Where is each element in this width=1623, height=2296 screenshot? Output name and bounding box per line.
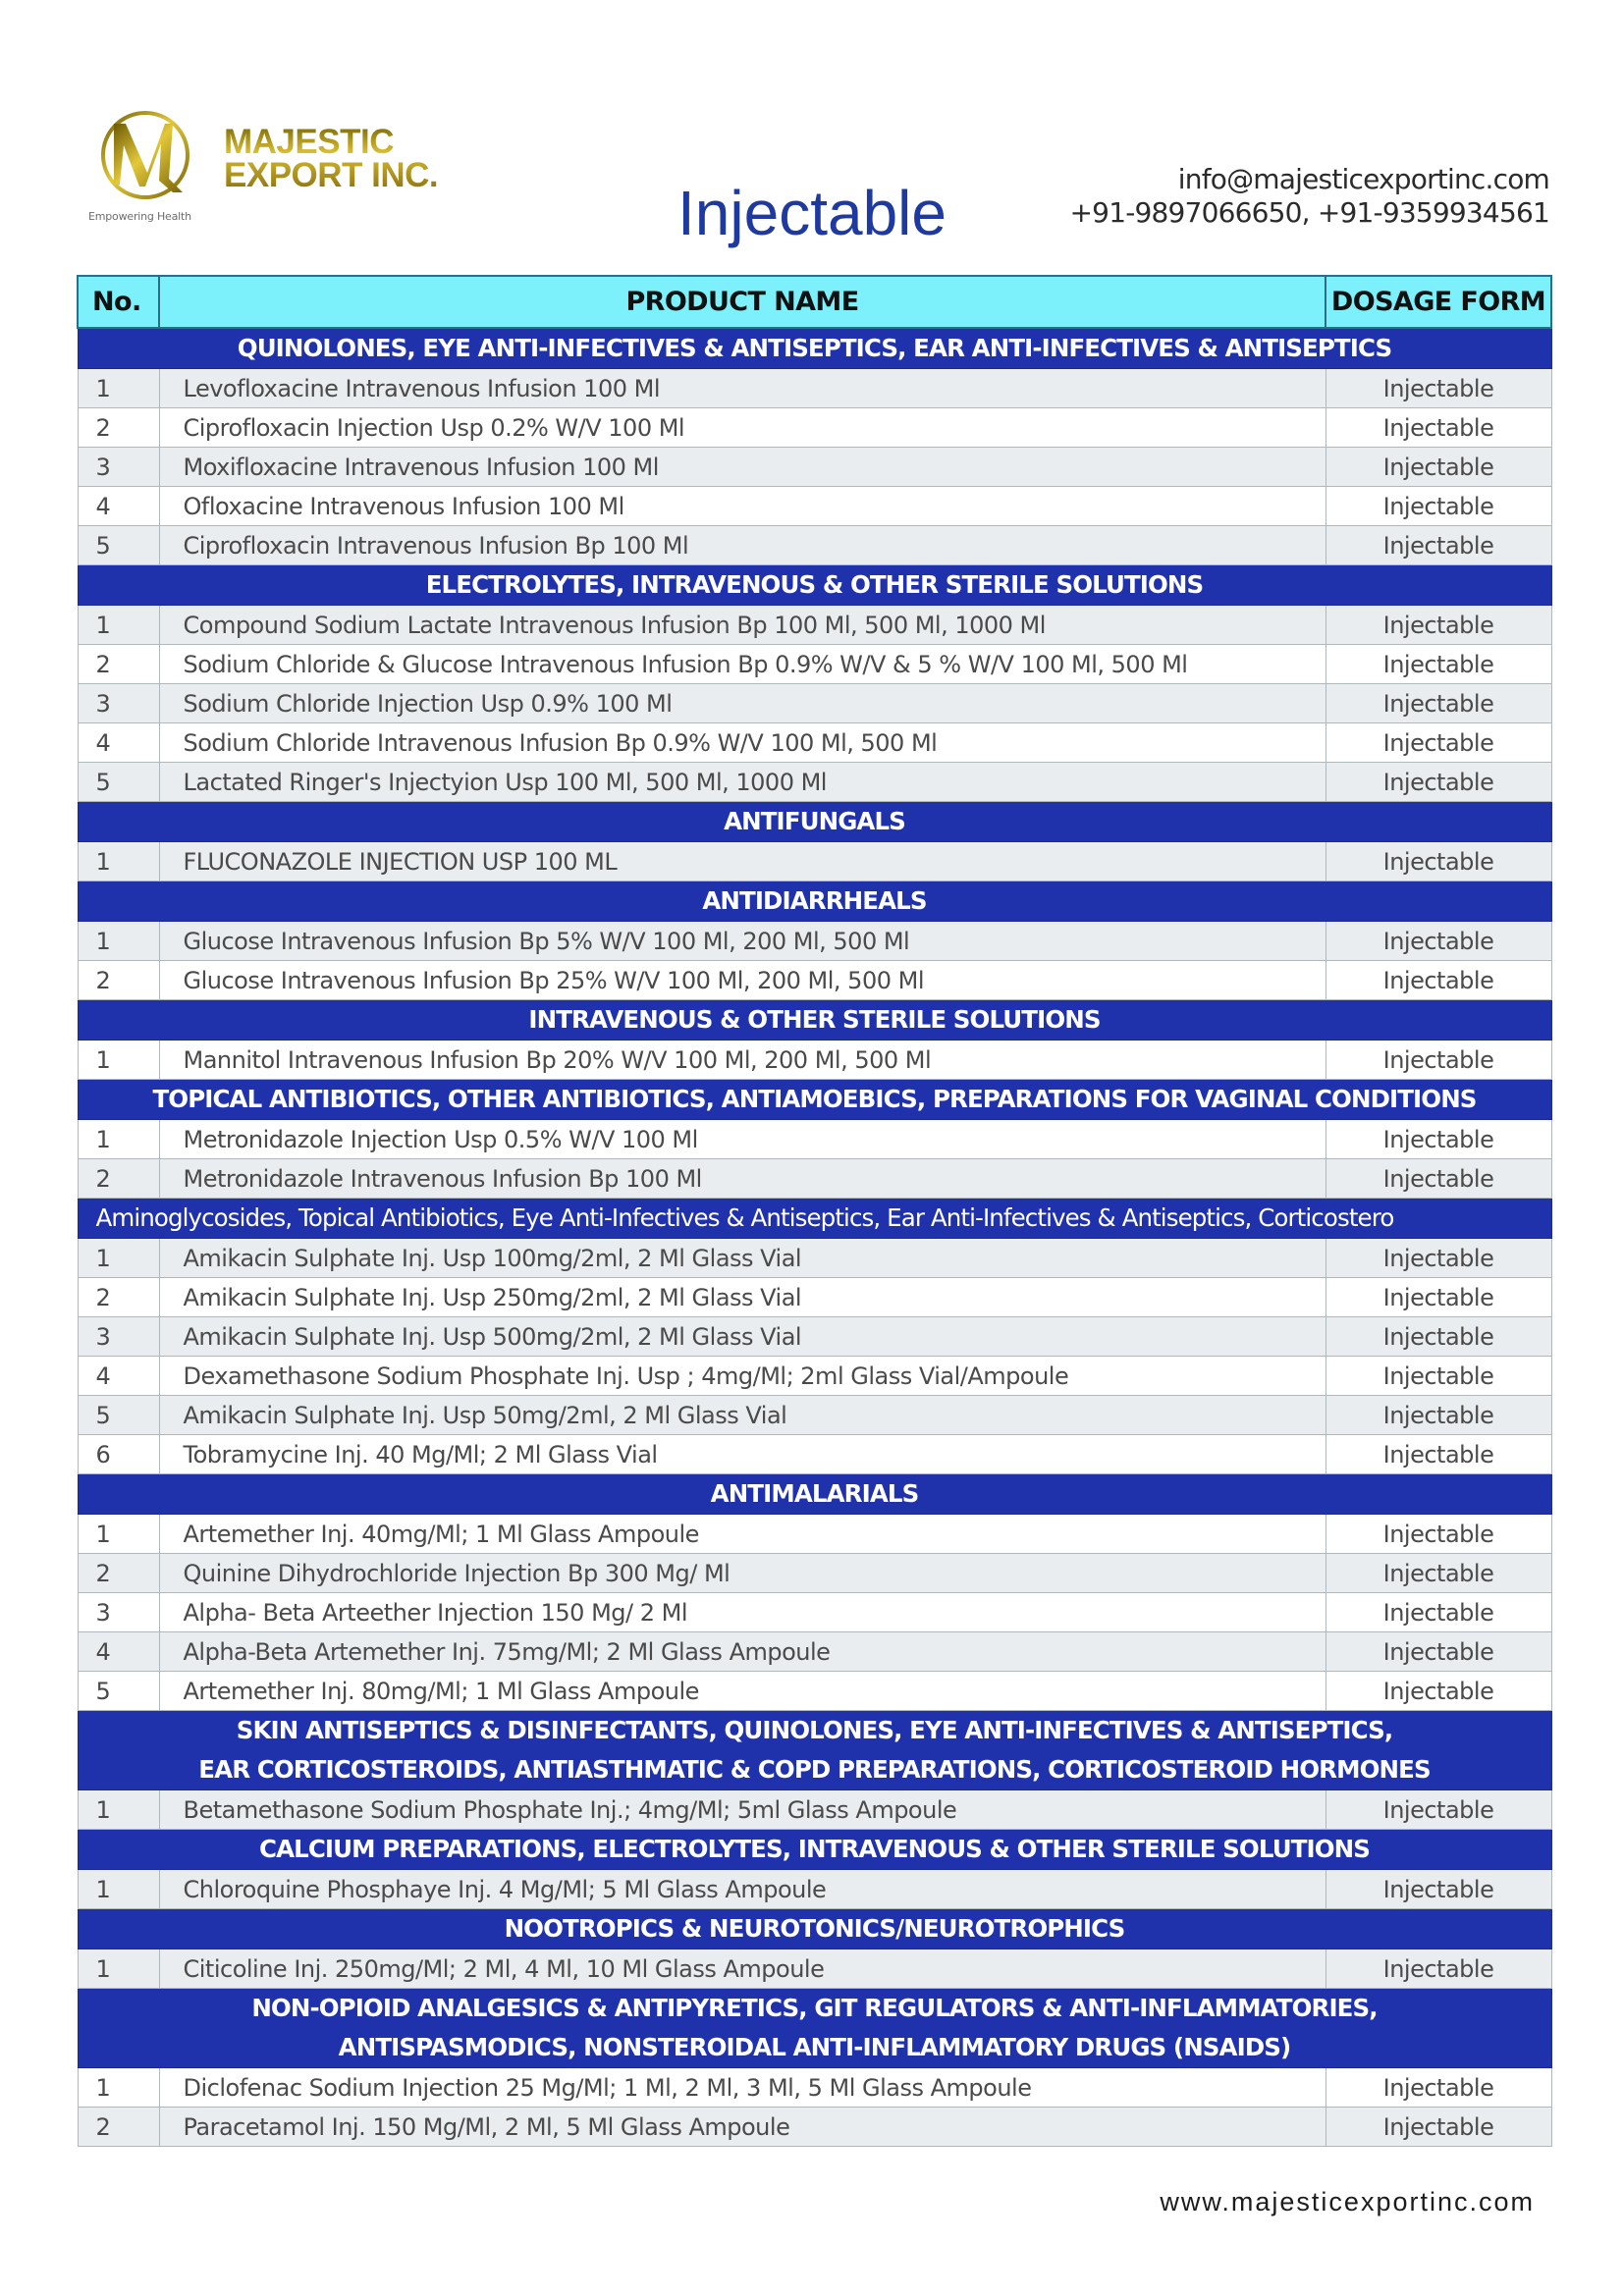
page-title: Injectable: [677, 178, 947, 248]
dosage-form: Injectable: [1325, 1120, 1551, 1159]
dosage-form: Injectable: [1325, 842, 1551, 881]
dosage-form: Injectable: [1325, 1593, 1551, 1632]
category-heading-line: ANTIDIARRHEALS: [702, 886, 927, 915]
category-row: [78, 1080, 1551, 1120]
product-row: [78, 1870, 1551, 1909]
category-row: [78, 1989, 1551, 2068]
product-name: Compound Sodium Lactate Intravenous Infusion Bp 100 Ml, 500 Ml, 1000 Ml: [159, 606, 1325, 645]
category-heading-line: INTRAVENOUS & OTHER STERILE SOLUTIONS: [528, 1005, 1101, 1034]
product-name: FLUCONAZOLE INJECTION USP 100 ML: [159, 842, 1325, 881]
dosage-form: Injectable: [1325, 1554, 1551, 1593]
product-name: Tobramycine Inj. 40 Mg/Ml; 2 Ml Glass Vial: [159, 1435, 1325, 1474]
contact-email: info@majesticexportinc.com: [1177, 163, 1549, 195]
column-header-dosage-form: DOSAGE FORM: [1325, 276, 1551, 328]
product-name: Metronidazole Intravenous Infusion Bp 100 Ml: [159, 1159, 1325, 1199]
company-brand-name: [224, 123, 439, 194]
dosage-form: Injectable: [1325, 1239, 1551, 1278]
product-row: [78, 1593, 1551, 1632]
product-name: Artemether Inj. 80mg/Ml; 1 Ml Glass Ampoule: [159, 1672, 1325, 1711]
product-number: 1: [78, 2068, 159, 2108]
product-number: 1: [78, 1239, 159, 1278]
product-row: [78, 2108, 1551, 2147]
product-row: [78, 1515, 1551, 1554]
product-row: [78, 922, 1551, 961]
category-heading: [78, 802, 1551, 842]
product-name: Lactated Ringer's Injectyion Usp 100 Ml, 500 Ml, 1000 Ml: [159, 763, 1325, 802]
product-row: [78, 763, 1551, 802]
product-row: [78, 1632, 1551, 1672]
dosage-form: Injectable: [1325, 1949, 1551, 1989]
product-row: [78, 1159, 1551, 1199]
product-number: 4: [78, 1357, 159, 1396]
product-number: 5: [78, 1672, 159, 1711]
product-name: Amikacin Sulphate Inj. Usp 500mg/2ml, 2 Ml Glass Vial: [159, 1317, 1325, 1357]
product-row: [78, 961, 1551, 1000]
footer-website: www.majesticexportinc.com: [1160, 2187, 1535, 2216]
product-name: Citicoline Inj. 250mg/Ml; 2 Ml, 4 Ml, 10 Ml Glass Ampoule: [159, 1949, 1325, 1989]
category-heading-line: SKIN ANTISEPTICS & DISINFECTANTS, QUINOLONES, EYE ANTI-INFECTIVES & ANTISEPTICS,: [236, 1716, 1393, 1744]
dosage-form: Injectable: [1325, 1041, 1551, 1080]
product-number: 5: [78, 1396, 159, 1435]
product-row: [78, 1672, 1551, 1711]
category-row: [78, 1909, 1551, 1949]
product-row: [78, 2068, 1551, 2108]
category-row: [78, 1199, 1551, 1239]
product-name: Amikacin Sulphate Inj. Usp 100mg/2ml, 2 Ml Glass Vial: [159, 1239, 1325, 1278]
product-row: [78, 1435, 1551, 1474]
product-name: Moxifloxacine Intravenous Infusion 100 Ml: [159, 448, 1325, 487]
category-row: [78, 1830, 1551, 1870]
product-row: [78, 842, 1551, 881]
category-row: [78, 881, 1551, 922]
category-heading-line: CALCIUM PREPARATIONS, ELECTROLYTES, INTRAVENOUS & OTHER STERILE SOLUTIONS: [258, 1835, 1370, 1863]
product-number: 3: [78, 684, 159, 723]
product-number: 2: [78, 408, 159, 448]
product-number: 2: [78, 2108, 159, 2147]
category-heading-line: ANTISPASMODICS, NONSTEROIDAL ANTI-INFLAMMATORY DRUGS (NSAIDS): [338, 2033, 1291, 2061]
category-heading-line: EAR CORTICOSTEROIDS, ANTIASTHMATIC & COPD PREPARATIONS, CORTICOSTEROID HORMONES: [198, 1755, 1431, 1784]
product-number: 4: [78, 723, 159, 763]
product-number: 3: [78, 1593, 159, 1632]
product-row: [78, 1239, 1551, 1278]
product-row: [78, 1790, 1551, 1830]
dosage-form: Injectable: [1325, 1790, 1551, 1830]
contact-info: [1070, 163, 1549, 230]
product-name: Sodium Chloride & Glucose Intravenous Infusion Bp 0.9% W/V & 5 % W/V 100 Ml, 500 Ml: [159, 645, 1325, 684]
brand-line-1: MAJESTIC: [224, 123, 394, 161]
product-row: [78, 723, 1551, 763]
category-heading: [78, 328, 1551, 369]
category-heading-line: ANTIFUNGALS: [724, 807, 905, 835]
product-name: Quinine Dihydrochloride Injection Bp 300 Mg/ Ml: [159, 1554, 1325, 1593]
category-row: [78, 1000, 1551, 1041]
dosage-form: Injectable: [1325, 1317, 1551, 1357]
company-tagline: Empowering Health: [88, 210, 191, 223]
product-number: 3: [78, 1317, 159, 1357]
product-name: Ciprofloxacin Intravenous Infusion Bp 100 Ml: [159, 526, 1325, 565]
product-row: [78, 1554, 1551, 1593]
dosage-form: Injectable: [1325, 1159, 1551, 1199]
product-name: Levofloxacine Intravenous Infusion 100 Ml: [159, 369, 1325, 408]
dosage-form: Injectable: [1325, 606, 1551, 645]
product-name: Artemether Inj. 40mg/Ml; 1 Ml Glass Ampoule: [159, 1515, 1325, 1554]
product-number: 3: [78, 448, 159, 487]
category-row: [78, 328, 1551, 369]
category-heading: [78, 1199, 1551, 1239]
dosage-form: Injectable: [1325, 723, 1551, 763]
product-row: [78, 408, 1551, 448]
product-number: 1: [78, 369, 159, 408]
product-number: 1: [78, 1515, 159, 1554]
product-number: 2: [78, 1278, 159, 1317]
product-row: [78, 1396, 1551, 1435]
column-header-product-name: PRODUCT NAME: [159, 276, 1325, 328]
product-number: 1: [78, 606, 159, 645]
category-heading-line: NOOTROPICS & NEUROTONICS/NEUROTROPHICS: [504, 1914, 1125, 1943]
product-number: 4: [78, 487, 159, 526]
column-header-no: No.: [78, 276, 159, 328]
product-number: 1: [78, 1790, 159, 1830]
product-number: 2: [78, 1159, 159, 1199]
product-name: Ofloxacine Intravenous Infusion 100 Ml: [159, 487, 1325, 526]
product-number: 1: [78, 1041, 159, 1080]
category-heading-line: ELECTROLYTES, INTRAVENOUS & OTHER STERILE SOLUTIONS: [425, 570, 1204, 599]
category-heading: [78, 1000, 1551, 1041]
dosage-form: Injectable: [1325, 408, 1551, 448]
product-row: [78, 606, 1551, 645]
table-header-row: [78, 276, 1551, 328]
product-number: 1: [78, 1949, 159, 1989]
product-name: Glucose Intravenous Infusion Bp 5% W/V 100 Ml, 200 Ml, 500 Ml: [159, 922, 1325, 961]
category-row: [78, 1711, 1551, 1790]
product-row: [78, 684, 1551, 723]
product-name: Mannitol Intravenous Infusion Bp 20% W/V 100 Ml, 200 Ml, 500 Ml: [159, 1041, 1325, 1080]
dosage-form: Injectable: [1325, 1672, 1551, 1711]
product-name: Amikacin Sulphate Inj. Usp 250mg/2ml, 2 Ml Glass Vial: [159, 1278, 1325, 1317]
category-row: [78, 802, 1551, 842]
dosage-form: Injectable: [1325, 526, 1551, 565]
product-name: Betamethasone Sodium Phosphate Inj.; 4mg/Ml; 5ml Glass Ampoule: [159, 1790, 1325, 1830]
category-heading-line: QUINOLONES, EYE ANTI-INFECTIVES & ANTISEPTICS, EAR ANTI-INFECTIVES & ANTISEPTICS: [237, 334, 1392, 362]
category-heading: [78, 565, 1551, 606]
dosage-form: Injectable: [1325, 1515, 1551, 1554]
product-row: [78, 1317, 1551, 1357]
category-row: [78, 1474, 1551, 1515]
product-name: Glucose Intravenous Infusion Bp 25% W/V 100 Ml, 200 Ml, 500 Ml: [159, 961, 1325, 1000]
product-row: [78, 448, 1551, 487]
table-body: [78, 328, 1551, 2147]
product-number: 5: [78, 763, 159, 802]
product-name: Diclofenac Sodium Injection 25 Mg/Ml; 1 Ml, 2 Ml, 3 Ml, 5 Ml Glass Ampoule: [159, 2068, 1325, 2108]
category-heading: [78, 1989, 1551, 2068]
product-name: Sodium Chloride Injection Usp 0.9% 100 Ml: [159, 684, 1325, 723]
dosage-form: Injectable: [1325, 1278, 1551, 1317]
dosage-form: Injectable: [1325, 1435, 1551, 1474]
product-row: [78, 1357, 1551, 1396]
dosage-form: Injectable: [1325, 645, 1551, 684]
dosage-form: Injectable: [1325, 1870, 1551, 1909]
category-heading: [78, 1474, 1551, 1515]
product-row: [78, 1278, 1551, 1317]
category-heading-line: ANTIMALARIALS: [710, 1479, 919, 1508]
product-number: 1: [78, 922, 159, 961]
dosage-form: Injectable: [1325, 487, 1551, 526]
product-name: Dexamethasone Sodium Phosphate Inj. Usp ; 4mg/Ml; 2ml Glass Vial/Ampoule: [159, 1357, 1325, 1396]
product-name: Paracetamol Inj. 150 Mg/Ml, 2 Ml, 5 Ml Glass Ampoule: [159, 2108, 1325, 2147]
contact-phones: +91-9897066650, +91-9359934561: [1069, 196, 1549, 229]
product-row: [78, 526, 1551, 565]
product-name: Amikacin Sulphate Inj. Usp 50mg/2ml, 2 Ml Glass Vial: [159, 1396, 1325, 1435]
dosage-form: Injectable: [1325, 2068, 1551, 2108]
brand-line-2: EXPORT INC.: [224, 156, 439, 194]
product-number: 1: [78, 842, 159, 881]
product-row: [78, 369, 1551, 408]
product-row: [78, 1120, 1551, 1159]
category-row: [78, 565, 1551, 606]
product-number: 6: [78, 1435, 159, 1474]
product-name: Chloroquine Phosphaye Inj. 4 Mg/Ml; 5 Ml Glass Ampoule: [159, 1870, 1325, 1909]
dosage-form: Injectable: [1325, 2108, 1551, 2147]
dosage-form: Injectable: [1325, 684, 1551, 723]
category-heading: [78, 1830, 1551, 1870]
product-row: [78, 1041, 1551, 1080]
product-row: [78, 1949, 1551, 1989]
dosage-form: Injectable: [1325, 448, 1551, 487]
dosage-form: Injectable: [1325, 763, 1551, 802]
category-heading-line: TOPICAL ANTIBIOTICS, OTHER ANTIBIOTICS, ANTIAMOEBICS, PREPARATIONS FOR VAGINAL CONDITIONS: [152, 1085, 1477, 1113]
category-heading: [78, 881, 1551, 922]
category-heading: [78, 1909, 1551, 1949]
product-name: Metronidazole Injection Usp 0.5% W/V 100 Ml: [159, 1120, 1325, 1159]
product-number: 5: [78, 526, 159, 565]
product-row: [78, 645, 1551, 684]
product-number: 1: [78, 1870, 159, 1909]
m-monogram-logo-icon: [96, 108, 196, 204]
product-number: 1: [78, 1120, 159, 1159]
product-row: [78, 487, 1551, 526]
dosage-form: Injectable: [1325, 922, 1551, 961]
dosage-form: Injectable: [1325, 1632, 1551, 1672]
dosage-form: Injectable: [1325, 369, 1551, 408]
category-heading-line: Aminoglycosides, Topical Antibiotics, Eye Anti-Infectives & Antiseptics, Ear Anti-Infectives & Antiseptics, Corticostero: [95, 1203, 1394, 1232]
product-name: Alpha-Beta Artemether Inj. 75mg/Ml; 2 Ml Glass Ampoule: [159, 1632, 1325, 1672]
dosage-form: Injectable: [1325, 1357, 1551, 1396]
product-name: Sodium Chloride Intravenous Infusion Bp 0.9% W/V 100 Ml, 500 Ml: [159, 723, 1325, 763]
product-number: 2: [78, 961, 159, 1000]
product-number: 4: [78, 1632, 159, 1672]
product-name: Alpha- Beta Arteether Injection 150 Mg/ 2 Ml: [159, 1593, 1325, 1632]
product-name: Ciprofloxacin Injection Usp 0.2% W/V 100 Ml: [159, 408, 1325, 448]
category-heading: [78, 1711, 1551, 1790]
category-heading-line: NON-OPIOID ANALGESICS & ANTIPYRETICS, GIT REGULATORS & ANTI-INFLAMMATORIES,: [251, 1994, 1378, 2022]
dosage-form: Injectable: [1325, 961, 1551, 1000]
product-table: [77, 275, 1552, 2147]
dosage-form: Injectable: [1325, 1396, 1551, 1435]
product-number: 2: [78, 645, 159, 684]
category-heading: [78, 1080, 1551, 1120]
product-number: 2: [78, 1554, 159, 1593]
